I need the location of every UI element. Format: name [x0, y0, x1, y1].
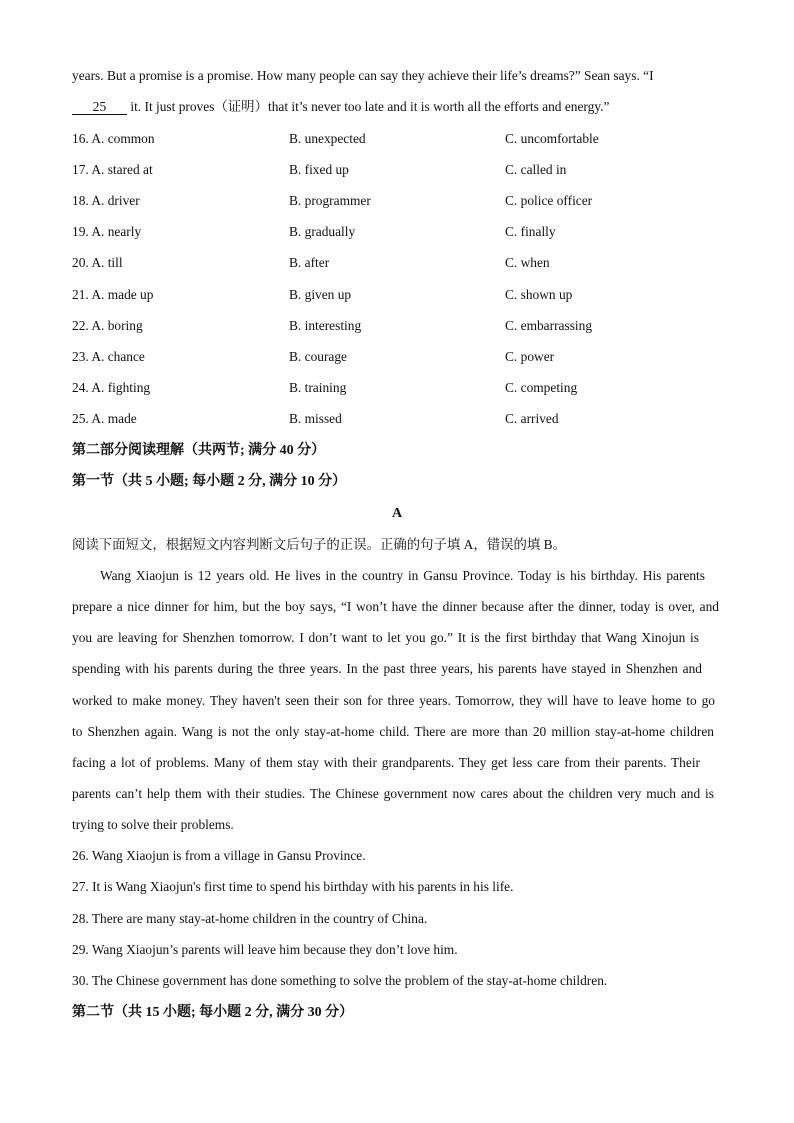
option-b: B. after [289, 255, 330, 270]
passage-line: parents can’t help them with their studies. The Chinese government now cares about the children very much and is [72, 786, 714, 801]
option-a: 23. A. chance [72, 349, 145, 364]
question-row [72, 192, 732, 210]
passage-line: spending with his parents during the three years. In the past three years, his parents have stayed in Shenzhen and [72, 661, 702, 676]
passage-line: you are leaving for Shenzhen tomorrow. I don’t want to let you go.” It is the first birthday that Wang Xinojun is [72, 630, 699, 645]
question-row [72, 379, 732, 397]
intro-line-1: years. But a promise is a promise. How many people can say they achieve their life’s dreams?” Sean says. “I [72, 68, 654, 83]
passage-line: trying to solve their problems. [72, 817, 234, 832]
passage-line: prepare a nice dinner for him, but the boy says, “I won’t have the dinner because after the dinner, today is over, and [72, 599, 719, 614]
option-c: C. when [505, 255, 550, 270]
option-a: 16. A. common [72, 131, 155, 146]
option-a: 25. A. made [72, 411, 137, 426]
option-c: C. called in [505, 162, 567, 177]
statement-item: 26. Wang Xiaojun is from a village in Gansu Province. [72, 848, 366, 863]
option-b: B. given up [289, 287, 352, 302]
option-a: 20. A. till [72, 255, 123, 270]
statement-item: 30. The Chinese government has done something to solve the problem of the stay-at-home children. [72, 973, 608, 988]
passage-line: worked to make money. They haven't seen their son for three years. Tomorrow, they will have to leave home to go [72, 693, 715, 708]
question-row [72, 348, 732, 366]
option-a: 17. A. stared at [72, 162, 153, 177]
passage-title: A [391, 506, 403, 521]
statement-item: 29. Wang Xiaojun’s parents will leave him because they don’t love him. [72, 942, 458, 957]
section-2-heading: 第二节（共 15 小题; 每小题 2 分, 满分 30 分） [72, 1005, 354, 1020]
question-row [72, 286, 732, 304]
option-c: C. finally [505, 224, 556, 239]
option-a: 22. A. boring [72, 318, 143, 333]
answer-blank-25: 25 [72, 99, 127, 115]
option-c: C. shown up [505, 287, 573, 302]
option-a: 19. A. nearly [72, 224, 142, 239]
option-b: B. missed [289, 411, 342, 426]
option-c: C. competing [505, 380, 578, 395]
option-b: B. training [289, 380, 347, 395]
option-b: B. fixed up [289, 162, 349, 177]
option-b: B. interesting [289, 318, 362, 333]
option-b: B. unexpected [289, 131, 366, 146]
question-row [72, 223, 732, 241]
statement-item: 27. It is Wang Xiaojun's first time to spend his birthday with his parents in his life. [72, 879, 514, 894]
option-b: B. gradually [289, 224, 356, 239]
passage-line: facing a lot of problems. Many of them stay with their grandparents. They get less care from their parents. Their [72, 755, 700, 770]
option-c: C. power [505, 349, 555, 364]
option-b: B. courage [289, 349, 348, 364]
intro-line-2-text: it. It just proves（证明）that it’s never too late and it is worth all the efforts and energy.” [127, 99, 610, 114]
option-c: C. embarrassing [505, 318, 593, 333]
question-row [72, 161, 732, 179]
question-row [72, 130, 732, 148]
question-row [72, 317, 732, 335]
option-a: 21. A. made up [72, 287, 154, 302]
passage-line: Wang Xiaojun is 12 years old. He lives in the country in Gansu Province. Today is his birthday. His parents [100, 568, 705, 583]
option-b: B. programmer [289, 193, 371, 208]
passage-line: to Shenzhen again. Wang is not the only stay-at-home child. There are more than 20 million stay-at-home children [72, 724, 714, 739]
option-a: 24. A. fighting [72, 380, 151, 395]
question-row [72, 410, 732, 428]
intro-line-2 [72, 98, 609, 116]
option-c: C. arrived [505, 411, 559, 426]
section-1-heading: 第一节（共 5 小题; 每小题 2 分, 满分 10 分） [72, 474, 347, 489]
option-c: C. police officer [505, 193, 593, 208]
instruction-text: 阅读下面短文，根据短文内容判断文后句子的正误。正确的句子填 A，错误的填 B。 [72, 537, 566, 552]
statement-item: 28. There are many stay-at-home children in the country of China. [72, 911, 428, 926]
option-a: 18. A. driver [72, 193, 140, 208]
question-row [72, 254, 732, 272]
option-c: C. uncomfortable [505, 131, 599, 146]
part-2-heading: 第二部分阅读理解（共两节; 满分 40 分） [72, 443, 326, 458]
